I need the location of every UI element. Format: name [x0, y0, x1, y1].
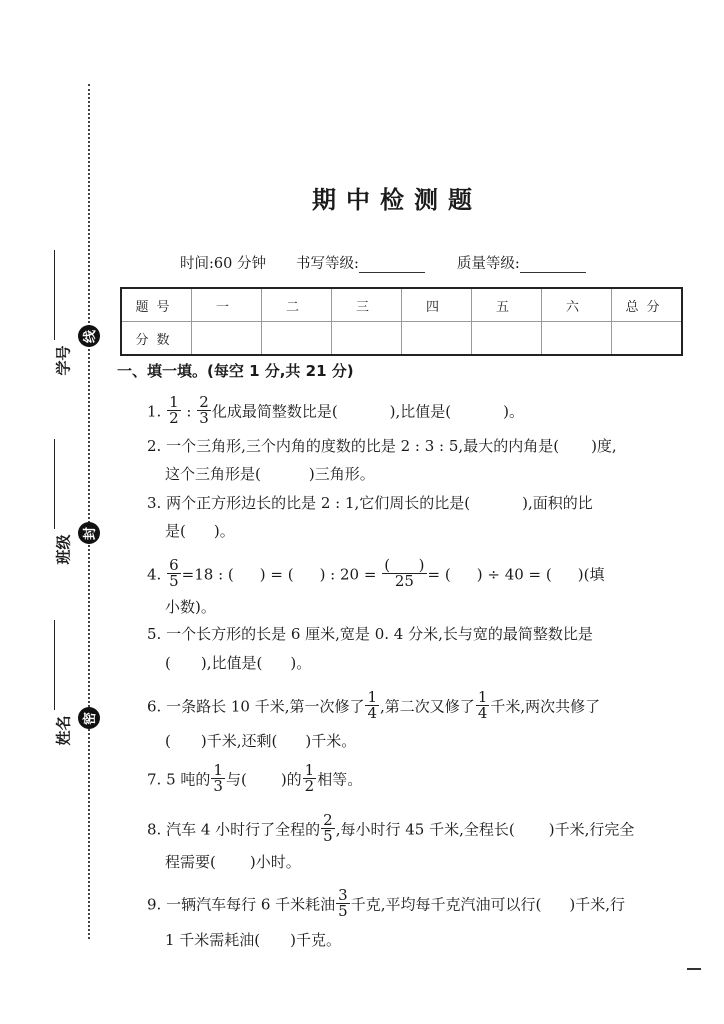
writing-grade-blank[interactable]: [359, 258, 425, 273]
header-cell-label: 题号: [121, 288, 192, 322]
fraction-1-4: $\frac{1}{4}$: [367, 688, 378, 722]
seal-mark-feng: 封: [78, 522, 100, 544]
question-4-line-2: 小数)。: [165, 598, 216, 616]
page-title: 期中检测题: [312, 186, 482, 214]
fraction-1-4: $\frac{1}{4}$: [477, 688, 488, 722]
exam-meta-row: [180, 252, 586, 273]
question-6-line-2: ( )千米,还剩( )千米。: [165, 732, 357, 750]
header-cell-4: 四: [402, 288, 472, 322]
score-table: [120, 287, 683, 356]
question-8: 8. 汽车 4 小时行了全程的 $\frac{2}{5}$ ,每小时行 45 千米,全程长( )千米,行完全: [147, 811, 635, 845]
class-field[interactable]: [40, 437, 73, 577]
question-3: 3. 两个正方形边长的比是 2 : 1,它们周长的比是( ),面积的比: [147, 494, 593, 512]
fraction-2-5: $\frac{2}{5}$: [323, 811, 333, 845]
time-limit: 时间:60 分钟: [180, 256, 266, 272]
score-table-score-row: [121, 322, 682, 356]
quality-grade-label: 质量等级:: [456, 256, 520, 272]
class-label: 班级: [54, 534, 73, 565]
header-cell-1: 一: [192, 288, 262, 322]
score-cell-6[interactable]: [542, 322, 612, 356]
seal-mark-xian: 线: [78, 325, 100, 347]
fraction-2-3: $\frac{2}{3}$: [199, 393, 209, 427]
question-9: 9. 一辆汽车每行 6 千米耗油 $\frac{3}{5}$ 千克,平均每千克汽油可以行( )千米,行: [147, 886, 625, 920]
question-2-line-2: 这个三角形是( )三角形。: [165, 465, 375, 483]
score-cell-3[interactable]: [332, 322, 402, 356]
score-cell-5[interactable]: [472, 322, 542, 356]
fraction-1-2: $\frac{1}{2}$: [169, 393, 179, 427]
header-cell-total: 总分: [612, 288, 683, 322]
score-table-header-row: [121, 288, 682, 322]
score-cell-1[interactable]: [192, 322, 262, 356]
fraction-1-3: $\frac{1}{3}$: [213, 761, 223, 795]
quality-grade-blank[interactable]: [520, 258, 586, 273]
student-id-label: 学号: [54, 345, 73, 376]
question-3-line-2: 是( )。: [165, 522, 235, 540]
seal-mark-mi: 密: [78, 707, 100, 729]
question-4: 4. $\frac{6}{5}$ =18 : ( ) = ( ) : 20 = $\frac{( )}{25}$ = ( ) ÷ 40 = ( )(填: [147, 556, 605, 590]
section-1-heading: 一、填一填。(每空 1 分,共 21 分): [117, 362, 354, 380]
name-field[interactable]: [40, 618, 73, 758]
quality-grade: [457, 252, 586, 273]
question-5-line-2: ( ),比值是( )。: [165, 654, 312, 672]
class-underline: [54, 439, 55, 529]
question-9-line-2: 1 千米需耗油( )千克。: [165, 931, 342, 949]
fraction-3-5: $\frac{3}{5}$: [338, 886, 348, 920]
fraction-6-5: $\frac{6}{5}$: [169, 556, 179, 590]
page-number-mark: [687, 968, 701, 970]
score-row-label: 分数: [121, 322, 192, 356]
name-underline: [54, 620, 55, 710]
header-cell-5: 五: [472, 288, 542, 322]
name-label: 姓名: [54, 715, 73, 746]
header-cell-3: 三: [332, 288, 402, 322]
score-cell-2[interactable]: [262, 322, 332, 356]
student-id-underline: [54, 250, 55, 340]
score-cell-total[interactable]: [612, 322, 683, 356]
question-7: 7. 5 吨的 $\frac{1}{3}$ 与( )的 $\frac{1}{2}$ 相等。: [147, 761, 363, 795]
writing-grade-label: 书写等级:: [295, 256, 359, 272]
question-8-line-2: 程需要( )小时。: [165, 853, 301, 871]
writing-grade: [296, 252, 425, 273]
question-6: 6. 一条路长 10 千米,第一次修了 $\frac{1}{4}$ ,第二次又修了 $\frac{1}{4}$ 千米,两次共修了: [147, 688, 601, 722]
fraction-1-2: $\frac{1}{2}$: [304, 761, 315, 795]
fraction-blank-25[interactable]: $\frac{( )}{25}$: [384, 556, 425, 590]
question-1: 1. $\frac{1}{2}$ : $\frac{2}{3}$ 化成最简整数比是( ),比值是( )。: [147, 393, 525, 427]
header-cell-6: 六: [542, 288, 612, 322]
question-2: 2. 一个三角形,三个内角的度数的比是 2 : 3 : 5,最大的内角是( )度,: [147, 437, 617, 455]
question-5: 5. 一个长方形的长是 6 厘米,宽是 0. 4 分米,长与宽的最简整数比是: [147, 625, 593, 643]
header-cell-2: 二: [262, 288, 332, 322]
student-id-field[interactable]: [40, 248, 73, 378]
score-cell-4[interactable]: [402, 322, 472, 356]
